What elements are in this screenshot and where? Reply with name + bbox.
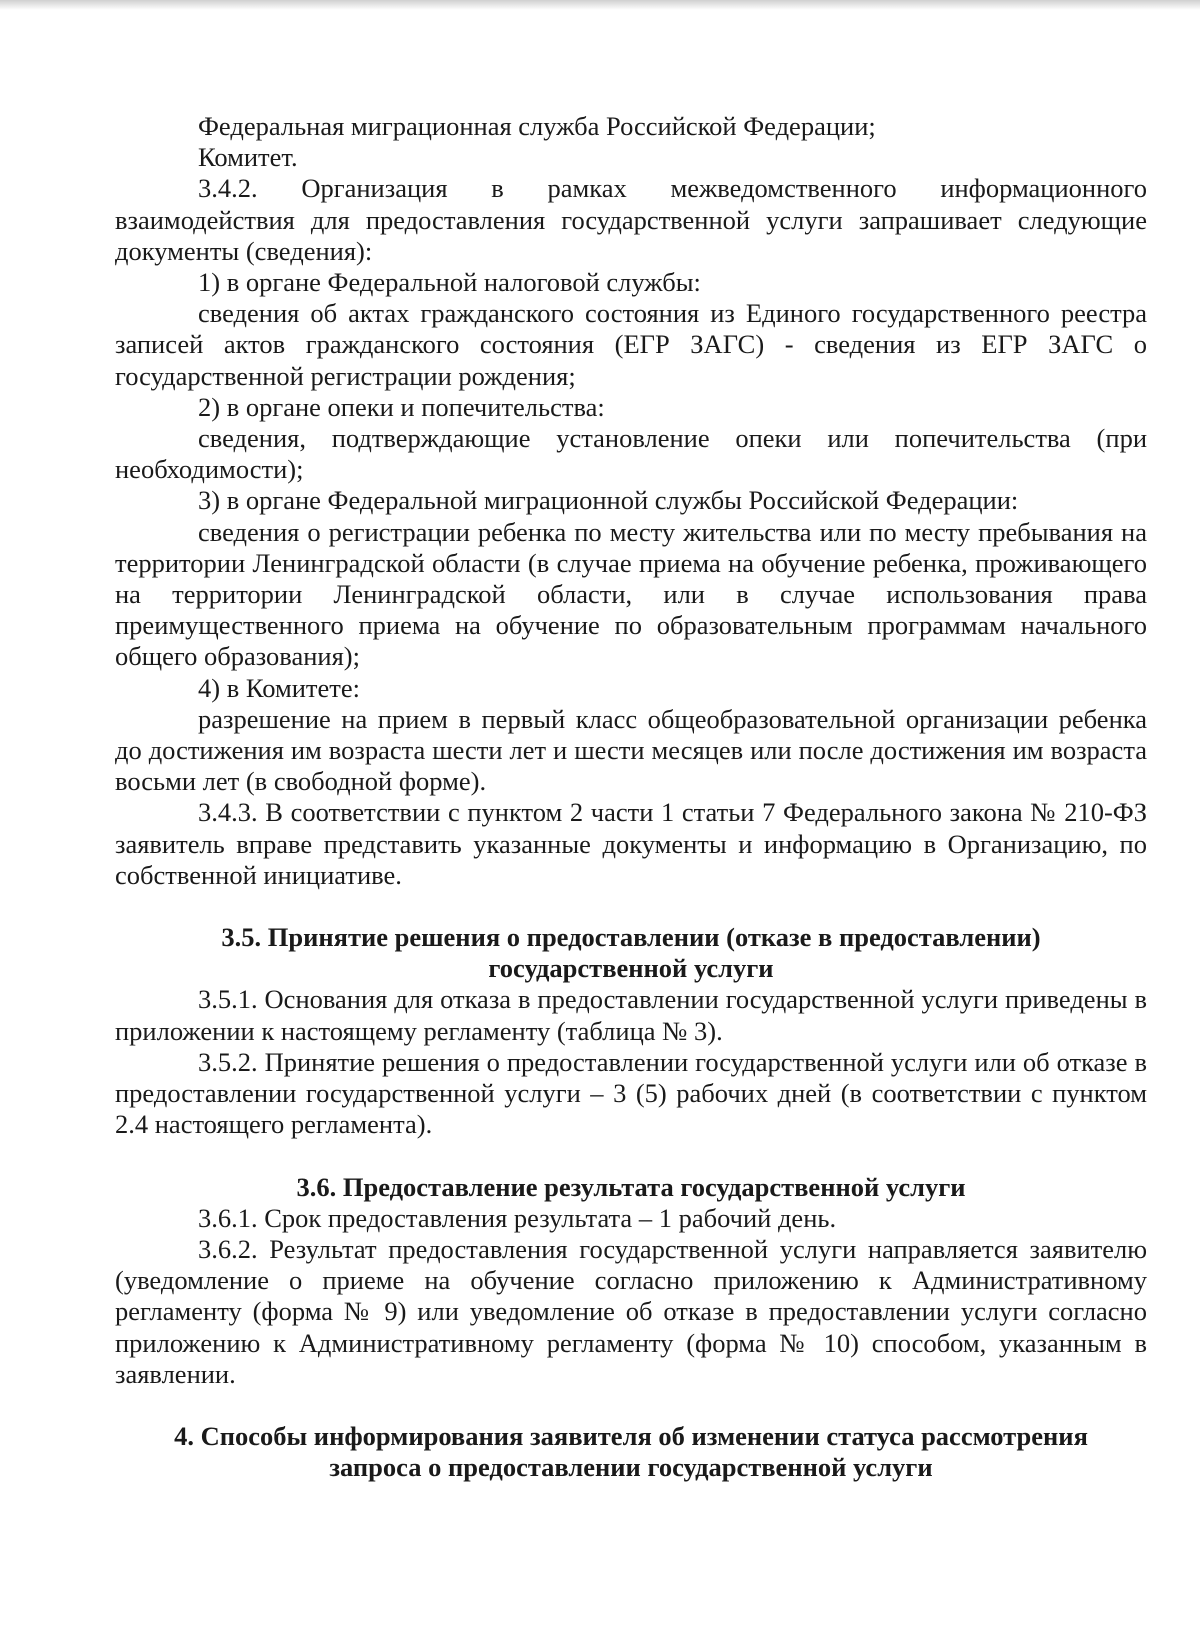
heading-3-6: 3.6. Предоставление результата государственной услуги [296,1171,966,1202]
heading-3-5-line2: государственной услуги [488,953,774,984]
heading-4-line1: 4. Способы информирования заявителя об изменении статуса рассмотрения [174,1420,1088,1451]
list-item-1: 1) в органе Федеральной налоговой службы: [198,267,701,298]
paragraph-committee: Комитет. [198,142,298,173]
paragraph-3-4-3: 3.4.3. В соответствии с пунктом 2 части 1 статьи 7 Федерального закона № 210-ФЗ заявитель вправе представить указанные документы и информацию в Организацию, по собственной инициативе. [115,797,1147,890]
scan-edge-shadow [0,0,1200,10]
paragraph-3-4-2: 3.4.2. Организация в рамках межведомственного информационного взаимодействия для предоставления государственной услуги запрашивает следующие документы (сведения): [115,173,1147,266]
heading-3-5-line1: 3.5. Принятие решения о предоставлении (отказе в предоставлении) [221,922,1041,953]
list-item-2: 2) в органе опеки и попечительства: [198,391,605,422]
section-gap [115,891,1147,922]
paragraph-3-5-1: 3.5.1. Основания для отказа в предоставлении государственной услуги приведены в приложении к настоящему регламенту (таблица № 3). [115,984,1147,1046]
section-gap [115,1390,1147,1421]
paragraph-3-6-2: 3.6.2. Результат предоставления государственной услуги направляется заявителю (уведомление о приеме на обучение согласно приложению к Административному регламенту (форма № 9) или уведомление об отказе в предоставлении услуги согласно приложению к Административному регламенту (форма № 10) способом, указанным в заявлении. [115,1233,1147,1389]
paragraph-registration: сведения о регистрации ребенка по месту жительства или по месту пребывания на территории Ленинградской области (в случае приема на обучение ребенка, проживающего на территории Ленинградской области, или в случае использования права преимущественного приема на обучение по образовательным программам начального общего образования); [115,516,1147,672]
list-item-4: 4) в Комитете: [198,672,360,703]
paragraph-3-5-2: 3.5.2. Принятие решения о предоставлении государственной услуги или об отказе в предоставлении государственной услуги – 3 (5) рабочих дней (в соответствии с пунктом 2.4 настоящего регламента). [115,1046,1147,1140]
paragraph-egr-zags: сведения об актах гражданского состояния из Единого государственного реестра записей актов гражданского состояния (ЕГР ЗАГС) - сведения из ЕГР ЗАГС о государственной регистрации рождения; [115,298,1147,391]
paragraph-guardianship: сведения, подтверждающие установление опеки или попечительства (при необходимости); [115,423,1147,485]
list-item-3: 3) в органе Федеральной миграционной службы Российской Федерации: [198,485,1019,516]
paragraph-permission: разрешение на прием в первый класс общеобразовательной организации ребенка до достижения им возраста шести лет и шести месяцев или после достижения им возраста восьми лет (в свободной форме). [115,703,1147,797]
section-gap [115,1141,1147,1172]
heading-4-line2: запроса о предоставлении государственной услуги [329,1452,933,1483]
document-body [115,111,1147,1483]
paragraph-3-6-1: 3.6.1. Срок предоставления результата – 1 рабочий день. [198,1202,837,1233]
paragraph-fms: Федеральная миграционная служба Российской Федерации; [198,111,876,141]
